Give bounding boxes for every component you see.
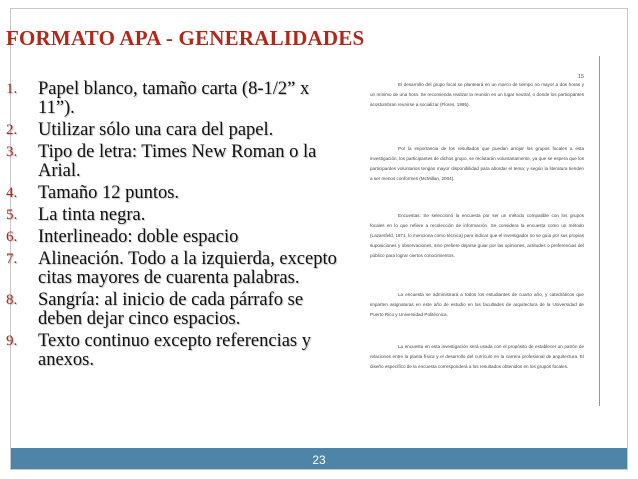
list-item-text: La tinta negra. — [38, 205, 146, 225]
document-sample-image — [362, 56, 600, 406]
list-item — [6, 332, 346, 370]
list-number: 4. — [6, 185, 18, 201]
list-item-text: Tipo de letra: Times New Roman o la Arial. — [38, 142, 317, 181]
slide-number: 23 — [312, 453, 326, 467]
list-item-text: Texto continuo excepto referencias y anexos. — [38, 331, 312, 370]
list-number: 7. — [6, 251, 18, 267]
list-item — [6, 121, 346, 140]
list-number: 1. — [6, 81, 18, 97]
document-page-number: 15 — [577, 74, 584, 80]
list-number: 6. — [6, 229, 18, 245]
list-item — [6, 250, 346, 288]
document-paragraph: La encuesta se administrará a todos los estudiantes de cuarto año, y catedráticos que imparten asignaturas en este año de estudio en las facultades de arquitectura de la Universidad de Puerto Rico y Universidad Politécnica. — [370, 292, 584, 317]
list-item — [6, 143, 346, 181]
document-margin-line — [599, 56, 600, 406]
list-item — [6, 228, 346, 247]
list-item-text: Utilizar sólo una cara del papel. — [38, 120, 274, 140]
document-paragraph: La encuesta en esta investigación será usada con el propósito de establecer un patrón de relaciones entre la planta física y el desarrollo del currículo en la carrera profesional de arquitectura. El diseño específico de la encuesta corresponderá a los resultados obtenidos en los grupos focales. — [370, 344, 584, 369]
list-item — [6, 184, 346, 203]
document-paragraph: Por la importancia de los resultados que puedan arrojar los grupos focales a esta investigación, los participantes de dichos grupo, se reclutarán voluntariamente, ya que se espera que los participantes voluntarios tengan mayor disponibilidad para abordar el tema; y según la literatura tienden a ser menos conformes (McMillan, 2004). — [370, 146, 584, 181]
list-number: 3. — [6, 144, 18, 160]
list-number: 8. — [6, 292, 18, 308]
list-item-text: Papel blanco, tamaño carta (8-1/2” x 11”). — [38, 79, 310, 118]
list-item-text: Interlineado: doble espacio — [38, 227, 239, 247]
list-item — [6, 206, 346, 225]
list-item-text: Tamaño 12 puntos. — [38, 183, 180, 203]
list-item-text: Alineación. Todo a la izquierda, excepto citas mayores de cuarenta palabras. — [38, 249, 337, 288]
list-number: 5. — [6, 207, 18, 223]
requirements-list — [6, 80, 346, 373]
list-item — [6, 80, 346, 118]
list-number: 9. — [6, 333, 18, 349]
list-item — [6, 291, 346, 329]
list-item-text: Sangría: al inicio de cada párrafo se deben dejar cinco espacios. — [38, 290, 304, 329]
document-paragraph: Encuestas: Se seleccionó la encuesta por ser un método compatible con los grupos focales en lo que refiere a recolección de información. Se considera la encuesta como un método (Lazarsfeld, 1971, lo menciona como técnica) para indicar que el investigador no se guía por sus propias suposiciones y observaciones, sino prefiere dejarse guiar por las opiniones, actitudes o preferencias del público para lograr ciertos conocimientos. — [370, 213, 584, 258]
slide-title: FORMATO APA - GENERALIDADES — [6, 26, 365, 50]
list-number: 2. — [6, 122, 18, 138]
document-paragraph: El desarrollo del grupo focal se planteará en un marco de tiempo no mayor a dos horas y un mínimo de una hora. Se recomienda realizar la reunión en un lugar neutral, o donde los participantes acostumbran reunirse a socializar (Flores, 1995). — [370, 82, 584, 107]
